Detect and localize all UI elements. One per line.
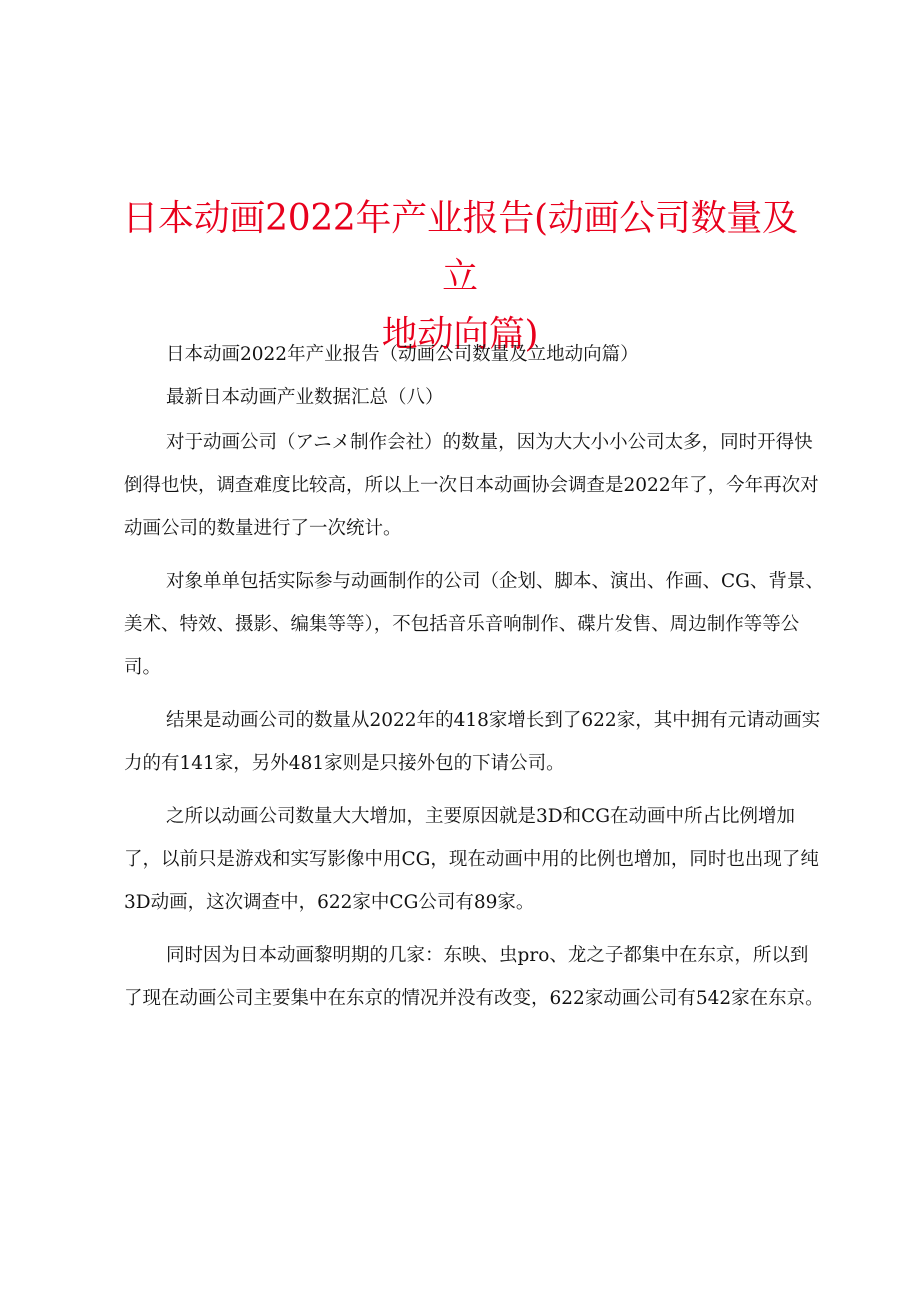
document-body	[124, 333, 824, 1030]
paragraph-survey-scope: 对象单单包括实际参与动画制作的公司（企划、脚本、演出、作画、CG、背景、美术、特效、摄影、编集等等），不包括音乐音响制作、碟片发售、周边制作等等公司。	[124, 571, 824, 678]
paragraph-survey-results: 结果是动画公司的数量从2022年的418家增长到了622家，其中拥有元请动画实力的有141家，另外481家则是只接外包的下请公司。	[124, 710, 821, 774]
paragraph-tokyo-concentration: 同时因为日本动画黎明期的几家：东映、虫pro、龙之子都集中在东京，所以到了现在动画公司主要集中在东京的情况并没有改变，622家动画公司有542家在东京。	[124, 945, 824, 1009]
paragraph-growth-reasons: 之所以动画公司数量大大增加，主要原因就是3D和CG在动画中所占比例增加了，以前只是游戏和实写影像中用CG，现在动画中用的比例也增加，同时也出现了纯3D动画，这次调查中，622家中CG公司有89家。	[124, 806, 819, 913]
paragraph-report-title: 日本动画2022年产业报告（动画公司数量及立地动向篇）	[166, 344, 639, 365]
paragraph-company-count-intro: 对于动画公司（アニメ制作会社）的数量，因为大大小小公司太多，同时开得快倒得也快，调查难度比较高，所以上一次日本动画协会调查是2022年了，今年再次对动画公司的数量进行了一次统计。	[124, 432, 819, 539]
title-line-2: 地动向篇)	[381, 314, 539, 355]
paragraph-series-title: 最新日本动画产业数据汇总（八）	[166, 387, 444, 408]
title-line-1: 日本动画2022年产业报告(动画公司数量及立	[122, 198, 798, 297]
